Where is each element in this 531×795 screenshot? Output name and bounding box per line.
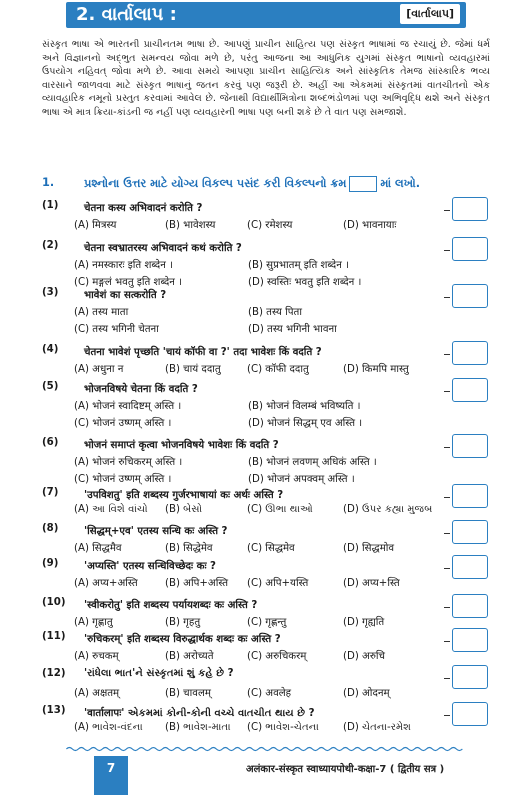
option-b[interactable]: (B) सुप्रभातम् इति शब्देन । [248, 260, 349, 271]
question-text: 'वार्तालापः' એકમમાં કોની-કોની વચ્ચે વાતચીત થાય છે ? [84, 708, 315, 719]
question-text: चेतना भावेशं पृच्छति 'चायं कॉफी वा ?' तदा भावेशः किं वदति ? [84, 347, 322, 358]
answer-box[interactable] [452, 237, 488, 261]
option-c[interactable]: (C) सिद्धमेव [247, 543, 295, 554]
option-d[interactable]: (D) गृह्यति [343, 617, 385, 628]
option-b[interactable]: (B) भोजनं विलम्बं भविष्यति । [248, 401, 361, 412]
answer-box[interactable] [452, 341, 488, 365]
answer-dash [444, 447, 450, 448]
option-d[interactable]: (D) किमपि मास्तु [343, 364, 409, 375]
option-d[interactable]: (D) अरुचि [343, 651, 386, 662]
option-b[interactable]: (B) चावलम् [165, 688, 211, 699]
instruction-before: પ્રશ્નોના ઉત્તર માટે યોગ્ય વિકલ્પ પસંદ કરી વિકલ્પનો ક્રમ [84, 177, 347, 190]
answer-dash [444, 607, 450, 608]
option-a[interactable]: (A) सिद्धमैव [74, 543, 122, 554]
answer-box[interactable] [452, 702, 488, 726]
option-b[interactable]: (B) भावेशस्य [165, 220, 216, 231]
instruction-text [84, 176, 420, 192]
option-c[interactable]: (C) अरुचिकरम् [247, 651, 307, 662]
option-c[interactable]: (C) गृह्णन्तु [247, 617, 287, 628]
option-a[interactable]: (A) अक्षतम् [74, 688, 120, 699]
option-d[interactable]: (D) तस्य भगिनी भावना [248, 324, 337, 335]
question-text: भोजनं समाप्तं कृत्वा भोजनविषये भावेशः किं वदति ? [84, 440, 279, 451]
option-c[interactable]: (C) ઊભા થાઓ [247, 504, 313, 515]
option-c[interactable]: (C) ભાવેશ-ચેતના [247, 722, 319, 733]
option-b[interactable]: (B) अपि+अस्ति [165, 578, 229, 589]
option-a[interactable]: (A) तस्य माता [74, 307, 129, 318]
option-b[interactable]: (B) अरोच्यते [165, 651, 214, 662]
option-c[interactable]: (C) कॉफी ददातु [247, 364, 309, 375]
question-text: 'रुचिकरम्' इति शब्दस्य विरुद्धार्थक शब्दः कः अस्ति ? [84, 634, 281, 645]
question-number: (2) [42, 240, 59, 251]
question-number: (7) [42, 487, 59, 498]
question-text: चेतना कस्य अभिवादनं करोति ? [84, 203, 203, 214]
option-c[interactable]: (C) अवलेह [247, 688, 292, 699]
option-c[interactable]: (C) भोजनं उष्णम् अस्ति । [74, 418, 172, 429]
question-number: (13) [42, 705, 66, 716]
answer-dash [444, 391, 450, 392]
question-text: भावेशं का सत्करोति ? [84, 290, 167, 301]
chapter-title-bar [66, 2, 466, 28]
question-text: 'अप्यस्ति' एतस्य सन्धिविच्छेदः कः ? [84, 561, 216, 572]
answer-box[interactable] [452, 594, 488, 618]
question-text: 'सिद्धम्+एव' एतस्य सन्धि कः अस्ति ? [84, 526, 228, 537]
question-text: 'રાંધેલા ભાત'ને સંસ્કૃતમાં શું કહે છે ? [84, 668, 234, 679]
instruction-after: માં લખો. [380, 177, 420, 190]
answer-dash [444, 354, 450, 355]
question-text: 'उपविशतु' इति शब्दस्य गुर्जरभाषायां कः अर्थः अस्ति ? [84, 490, 284, 501]
option-b[interactable]: (B) ભાવેશ-માતા [165, 722, 231, 733]
option-d[interactable]: (D) सिद्धमोव [343, 543, 395, 554]
chapter-tag: [વાર્તાલાપ] [400, 4, 460, 24]
question-number: (10) [42, 597, 66, 608]
option-c[interactable]: (C) अपि+यस्ति [247, 578, 309, 589]
answer-dash [444, 297, 450, 298]
option-a[interactable]: (A) भोजनं स्वादिष्टम् अस्ति । [74, 401, 182, 412]
answer-box[interactable] [452, 555, 488, 579]
answer-box[interactable] [452, 665, 488, 689]
question-number: (5) [42, 381, 59, 392]
answer-box[interactable] [452, 434, 488, 458]
option-a[interactable]: (A) भोजनं रुचिकरम् अस्ति । [74, 457, 183, 468]
option-b[interactable]: (B) भोजनं लवणम् अधिकं अस्ति । [248, 457, 377, 468]
option-c[interactable]: (C) मङ्गलं भवतु इति शब्देन । [74, 277, 183, 288]
option-b[interactable]: (B) सिद्धेमेव [165, 543, 213, 554]
intro-text: સંસ્કૃત ભાષા એ ભારતની પ્રાચીનતમ ભાષા છે. આપણું પ્રાચીન સાહિત્ય પણ સંસ્કૃત ભાષામાં જ રચાયું છે. જેમાં ધર્મ અને વિજ્ઞાનનો અદ્ભુત સમન્વય જોવા મળે છે, પરંતુ આજના આ આધુનિક યુગમાં સંસ્કૃત ભાષાનો વ્યવહારમાં ઉપયોગ નહિવત્ જોવા મળે છે. આવા સમયે આપણા પ્રાચીન સાહિત્યિક અને સાંસ્કૃતિક તેમજ સાંસ્કારિક ભવ્ય વારસાને જાળવવા માટે સંસ્કૃત ભાષાનું જતન કરવું પણ જરૂરી છે. અહીં આ એકમમાં સંસ્કૃતમાં વાતચીતનો એક વ્યાવહારિક નમૂનો પ્રસ્તુત કરવામાં આવેલ છે. જેનાથી વિદ્યાર્થીમિત્રોના શબ્દભંડોળમાં પણ અભિવૃદ્ધિ થશે અને સંસ્કૃત ભાષા એ માત્ર ક્રિયા-કાંડની જ નહીં પણ વ્યવહારની ભાષા પણ બની શકે છે તે વાત પણ સમજાશે. [42, 39, 490, 118]
exercise-instruction [42, 174, 512, 196]
option-c[interactable]: (C) रमेशस्य [247, 220, 293, 231]
chapter-header [0, 0, 531, 30]
question-number: (8) [42, 523, 59, 534]
answer-box[interactable] [452, 520, 488, 544]
chapter-title: 2. વાર્તાલાપ : [76, 4, 177, 25]
option-b[interactable]: (B) બેસો [165, 504, 203, 515]
answer-dash [444, 533, 450, 534]
option-d[interactable]: (D) स्वस्तिः भवतु इति शब्देन । [248, 277, 362, 288]
footer-book-title: अलंकार-संस्कृत स्वाध्यायपोथी-कक्षा-7 ( द्वितीय सत्र ) [246, 764, 445, 775]
option-d[interactable]: (D) भोजनं अपक्वम् अस्ति । [248, 474, 355, 485]
option-d[interactable]: (D) ઉપર કહ્યા મુજબ [343, 504, 433, 515]
option-a[interactable]: (A) गृह्णातु [74, 617, 113, 628]
page-number: 7 [94, 756, 128, 795]
option-b[interactable]: (B) चायं ददातु [165, 364, 221, 375]
answer-dash [444, 641, 450, 642]
question-number: (1) [42, 200, 59, 211]
question-text: 'स्वीकरोतु' इति शब्दस्य पर्यायशब्दः कः अस्ति ? [84, 600, 258, 611]
page-footer [0, 756, 531, 795]
option-d[interactable]: (D) ओदनम् [343, 688, 390, 699]
answer-dash [444, 568, 450, 569]
option-c[interactable]: (C) तस्य भगिनी चेतना [74, 324, 159, 335]
instruction-blank-box [349, 176, 377, 192]
option-a[interactable]: (A) अप्य+अस्ति [74, 578, 138, 589]
exercise-number: 1. [42, 176, 55, 189]
intro-paragraph [42, 38, 490, 120]
footer-wave-border [0, 746, 531, 752]
answer-box[interactable] [452, 628, 488, 652]
answer-dash [444, 497, 450, 498]
option-d[interactable]: (D) भावनायाः [343, 220, 397, 231]
answer-dash [444, 678, 450, 679]
question-number: (9) [42, 558, 59, 569]
answer-dash [444, 210, 450, 211]
answer-dash [444, 250, 450, 251]
option-a[interactable]: (A) रुचकम् [74, 651, 119, 662]
answer-box[interactable] [452, 378, 488, 402]
option-d[interactable]: (D) भोजनं सिद्धम् एव अस्ति । [248, 418, 363, 429]
option-b[interactable]: (B) तस्य पिता [248, 307, 302, 318]
answer-dash [444, 715, 450, 716]
option-a[interactable]: (A) अधुना न [74, 364, 124, 375]
answer-box[interactable] [452, 197, 488, 221]
option-d[interactable]: (D) अप्य+स्ति [343, 578, 400, 589]
answer-box[interactable] [452, 284, 488, 308]
question-number: (11) [42, 631, 66, 642]
option-a[interactable]: (A) ભાવેશ-વંદના [74, 722, 143, 733]
question-text: भोजनविषये चेतना किं वदति ? [84, 384, 198, 395]
option-a[interactable]: (A) नमस्कारः इति शब्देन । [74, 260, 173, 271]
question-number: (3) [42, 287, 59, 298]
option-c[interactable]: (C) भोजनं उष्णम् अस्ति । [74, 474, 172, 485]
question-text: चेतना स्वभ्रातरस्य अभिवादनं कथं करोति ? [84, 243, 242, 254]
answer-box[interactable] [452, 484, 488, 508]
option-a[interactable]: (A) मित्रस्य [74, 220, 117, 231]
question-number: (4) [42, 344, 59, 355]
question-number: (6) [42, 437, 59, 448]
option-d[interactable]: (D) ચેતના-રમેશ [343, 722, 412, 733]
option-a[interactable]: (A) આ વિશે વાંચો [74, 504, 148, 515]
question-number: (12) [42, 668, 66, 679]
option-b[interactable]: (B) गृहतु [165, 617, 201, 628]
